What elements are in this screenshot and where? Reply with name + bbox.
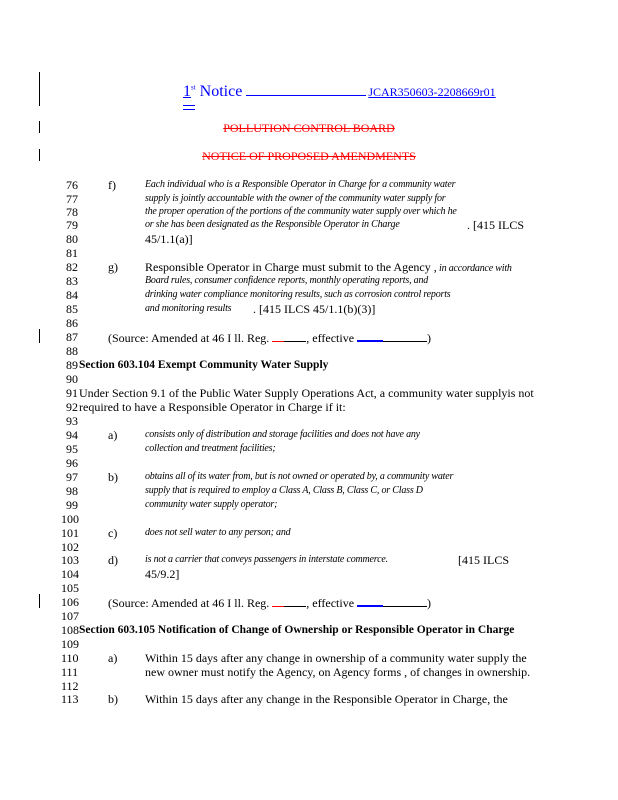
line-text: supply that is required to employ a Class A, Class B, Class C, or Class D: [145, 485, 423, 496]
blank-field: [284, 596, 306, 607]
line-number: 100: [61, 512, 79, 526]
line-88: [0, 344, 618, 358]
double-underline: [183, 105, 195, 110]
line-110: [0, 651, 618, 665]
line-text: Board rules, consumer confidence reports, monthly operating reports, and: [145, 275, 429, 286]
agency-name: POLLUTION CONTROL BOARD: [223, 121, 395, 135]
line-text: collection and treatment facilities;: [145, 443, 276, 454]
item-label: c): [108, 526, 118, 540]
line-text: consists only of distribution and storage facilities and does not have any: [145, 429, 420, 440]
line-number: 113: [61, 692, 79, 706]
line-number: 107: [61, 609, 79, 623]
line-number: 95: [66, 442, 78, 456]
line-number: 80: [66, 232, 78, 246]
line-102: [0, 540, 618, 554]
line-text: the proper operation of the portions of the community water supply over which he: [145, 206, 457, 217]
line-number: 79: [66, 218, 78, 232]
line-108: [0, 623, 618, 637]
line-number: 85: [66, 302, 78, 316]
blank-field: [272, 331, 284, 342]
line-98: [0, 484, 618, 498]
item-label: g): [108, 260, 118, 274]
line-87: [0, 330, 618, 344]
line-text: required to have a Responsible Operator in Charge if it:: [79, 400, 346, 414]
blank-field: [272, 596, 284, 607]
line-109: [0, 637, 618, 651]
line-text: or she has been designated as the Responsible Operator in Charge: [145, 219, 400, 230]
blank-field: [284, 331, 306, 342]
line-text: drinking water compliance monitoring results, such as corrosion control reports: [145, 289, 451, 300]
line-95: [0, 442, 618, 456]
effective-label: , effective: [306, 596, 355, 610]
source-text: (Source: Amended at 46 I ll. Reg.: [108, 331, 270, 345]
line-number: 109: [61, 637, 79, 651]
line-number: 108: [61, 623, 79, 637]
line-number: 82: [66, 260, 78, 274]
line-text: Within 15 days after any change in the Responsible Operator in Charge, the: [145, 692, 508, 706]
line-number: 93: [66, 414, 78, 428]
notice-number: 1: [183, 83, 191, 100]
item-label: b): [108, 692, 118, 706]
line-text: 45/9.2]: [145, 567, 180, 581]
line-number: 104: [61, 567, 79, 581]
item-label: b): [108, 470, 118, 484]
source-close: ): [427, 596, 432, 610]
line-number: 90: [66, 372, 78, 386]
source-close: ): [427, 331, 432, 345]
line-82: [0, 260, 618, 274]
line-101: [0, 526, 618, 540]
blank-field: [383, 331, 427, 342]
item-label: a): [108, 428, 118, 442]
item-label: d): [108, 553, 118, 567]
line-number: 105: [61, 581, 79, 595]
item-label: a): [108, 651, 118, 665]
line-number: 96: [66, 456, 78, 470]
line-text: does not sell water to any person; and: [145, 527, 291, 538]
line-111: [0, 665, 618, 679]
line-number: 89: [66, 358, 78, 372]
line-text-italic: in accordance with: [436, 263, 512, 274]
line-86: [0, 316, 618, 330]
line-number: 98: [66, 484, 78, 498]
section-heading: Section 603.104 Exempt Community Water Supply: [79, 359, 329, 371]
line-105: [0, 581, 618, 595]
line-number: 83: [66, 274, 78, 288]
line-number: 86: [66, 316, 78, 330]
line-100: [0, 512, 618, 526]
revision-bar: [39, 72, 40, 106]
line-99: [0, 498, 618, 512]
line-text: new owner must notify the Agency, on Agency forms , of changes in ownership.: [145, 665, 531, 679]
line-number: 94: [66, 428, 78, 442]
source-text: (Source: Amended at 46 I ll. Reg.: [108, 596, 270, 610]
line-113: [0, 692, 618, 706]
notice-word: Notice: [199, 83, 243, 100]
line-85: [0, 302, 618, 316]
notice-title: NOTICE OF PROPOSED AMENDMENTS: [202, 149, 416, 163]
notice-header: [183, 83, 496, 101]
line-92: [0, 400, 618, 414]
item-label: f): [108, 178, 116, 192]
citation: . [415 ILCS: [467, 218, 524, 232]
line-number: 91: [66, 386, 78, 400]
line-number: 97: [66, 470, 78, 484]
citation: [415 ILCS: [458, 553, 509, 567]
source-note: [108, 330, 431, 345]
line-text: is not a carrier that conveys passengers in interstate commerce.: [145, 554, 388, 565]
line-text: 45/1.1(a)]: [145, 232, 193, 246]
line-76: [0, 178, 618, 192]
line-text: Responsible Operator in Charge must submit to the Agency ,: [145, 260, 437, 274]
citation: . [415 ILCS 45/1.1(b)(3)]: [253, 302, 376, 316]
line-89: [0, 358, 618, 372]
line-112: [0, 679, 618, 693]
blank-field: [383, 596, 427, 607]
blue-blank: [357, 330, 383, 342]
line-79: [0, 218, 618, 232]
line-number: 84: [66, 288, 78, 302]
line-text: supply is jointly accountable with the owner of the community water supply for: [145, 193, 446, 204]
line-text: Each individual who is a Responsible Operator in Charge for a community water: [145, 179, 456, 190]
line-84: [0, 288, 618, 302]
line-number: 87: [66, 330, 78, 344]
line-number: 101: [61, 526, 79, 540]
line-91: [0, 386, 618, 400]
jcar-id: JCAR350603-2208669r01: [368, 85, 496, 99]
line-107: [0, 609, 618, 623]
line-number: 99: [66, 498, 78, 512]
line-text: obtains all of its water from, but is not owned or operated by, a community water: [145, 471, 454, 482]
line-93: [0, 414, 618, 428]
line-number: 106: [61, 595, 79, 609]
section-heading: Section 603.105 Notification of Change of Ownership or Responsible Operator in Charge: [79, 624, 515, 636]
line-96: [0, 456, 618, 470]
line-77: [0, 192, 618, 206]
line-106: [0, 595, 618, 609]
notice-underline: [246, 83, 366, 96]
line-number: 112: [61, 679, 79, 693]
line-number: 78: [66, 205, 78, 219]
line-104: [0, 567, 618, 581]
line-number: 102: [61, 540, 79, 554]
source-note: [108, 595, 431, 610]
line-number: 110: [61, 651, 79, 665]
line-81: [0, 246, 618, 260]
line-number: 81: [66, 246, 78, 260]
line-83: [0, 274, 618, 288]
line-78: [0, 205, 618, 219]
line-80: [0, 232, 618, 246]
line-text: and monitoring results: [145, 303, 232, 314]
line-number: 88: [66, 344, 78, 358]
line-number: 92: [66, 400, 78, 414]
blue-blank: [357, 595, 383, 607]
effective-label: , effective: [306, 331, 355, 345]
line-number: 103: [61, 553, 79, 567]
line-number: 111: [61, 665, 79, 679]
line-text: Within 15 days after any change in ownership of a community water supply the: [145, 651, 527, 665]
line-90: [0, 372, 618, 386]
line-text: Under Section 9.1 of the Public Water Supply Operations Act, a community water supplyis not: [79, 386, 534, 400]
line-103: [0, 553, 618, 567]
notice-number-suffix: st: [191, 83, 196, 92]
line-text: community water supply operator;: [145, 499, 278, 510]
line-97: [0, 470, 618, 484]
line-number: 77: [66, 192, 78, 206]
line-94: [0, 428, 618, 442]
line-number: 76: [66, 178, 78, 192]
